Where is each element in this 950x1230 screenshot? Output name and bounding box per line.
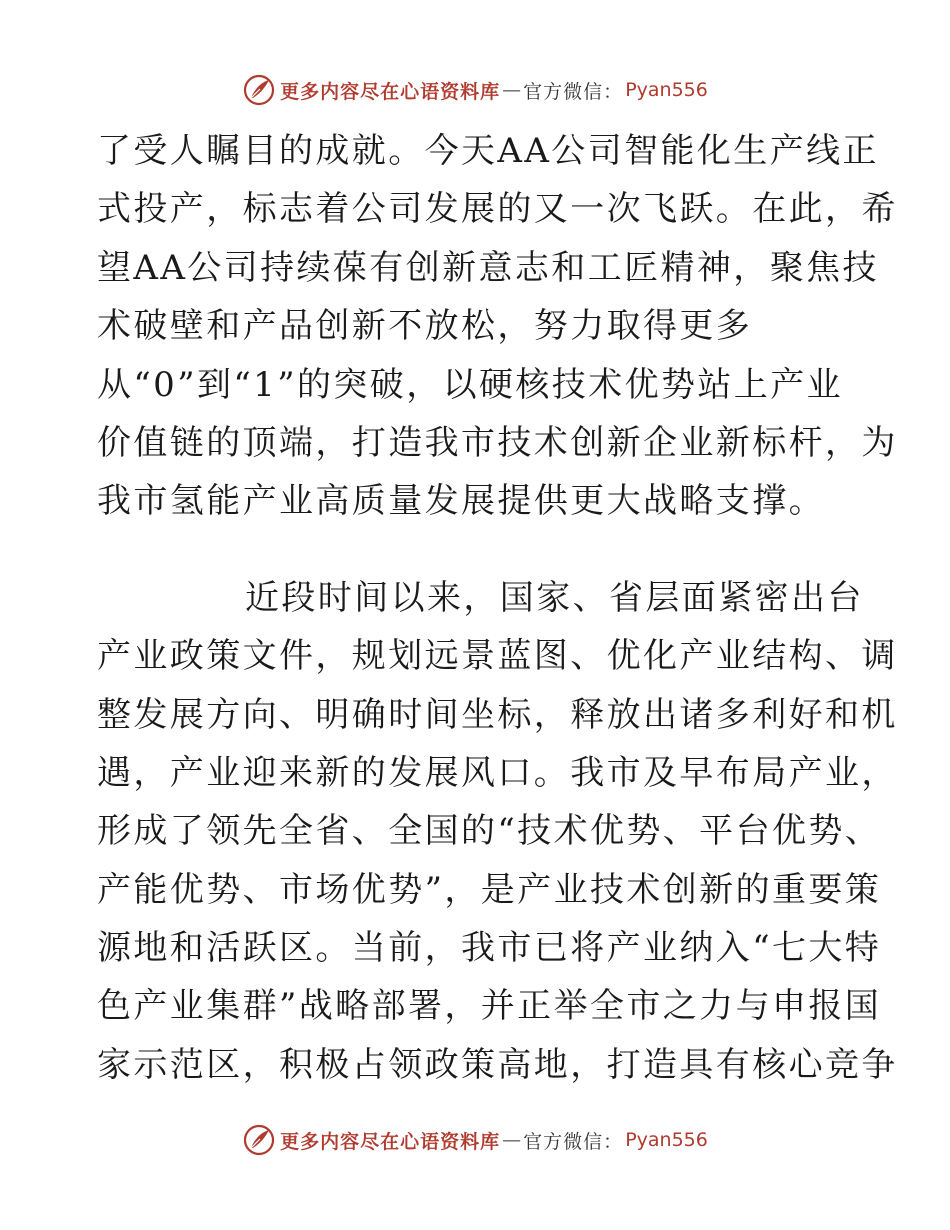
paragraph-line: 源地和活跃区。当前，我市已将产业纳入“七大特 <box>97 928 882 969</box>
paragraph-line: 产业政策文件，规划远景蓝图、优化产业结构、调 <box>97 636 898 677</box>
header-watermark-banner <box>0 70 950 110</box>
site-name: 更多内容尽在心语资料库 <box>280 80 501 103</box>
site-name: 更多内容尽在心语资料库 <box>280 1130 501 1153</box>
paragraph-spacer <box>97 531 857 569</box>
feather-pen-logo-icon <box>242 73 276 107</box>
paragraph-line: 术破壁和产品创新不放松，努力取得更多 <box>97 306 753 347</box>
paragraph-line: 形成了领先全省、全国的“技术优势、平台优势、 <box>97 811 882 852</box>
paragraph-line: 色产业集群”战略部署，并正举全市之力与申报国 <box>97 986 882 1027</box>
banner-separator: — <box>502 1129 522 1151</box>
wechat-label: 官方微信： <box>523 1130 624 1153</box>
paragraph-line: 我市氢能产业高质量发展提供更大战略支撑。 <box>97 481 825 522</box>
paragraph-line: 从“0”到“1”的突破，以硬核技术优势站上产业 <box>97 364 843 405</box>
banner-separator: — <box>502 79 522 101</box>
document-body <box>97 122 898 1094</box>
paragraph-line: 近段时间以来，国家、省层面紧密出台 <box>245 577 864 618</box>
wechat-label: 官方微信： <box>523 80 624 103</box>
wechat-id: Pyan556 <box>625 1129 708 1151</box>
feather-pen-logo-icon <box>242 1123 276 1157</box>
paragraph-line: 产能优势、市场优势”，是产业技术创新的重要策 <box>97 869 882 910</box>
paragraph-line: 整发展方向、明确时间坐标，释放出诸多利好和机 <box>97 694 898 735</box>
footer-watermark-banner <box>0 1120 950 1160</box>
paragraph-line: 家示范区，积极占领政策高地，打造具有核心竞争 <box>97 1044 898 1085</box>
paragraph-line: 了受人瞩目的成就。今天AA公司智能化生产线正 <box>97 131 879 171</box>
paragraph-line: 价值链的顶端，打造我市技术创新企业新标杆，为 <box>97 422 898 463</box>
paragraph-line: 式投产，标志着公司发展的又一次飞跃。在此，希 <box>97 189 898 230</box>
wechat-id: Pyan556 <box>625 79 708 101</box>
paragraph-line: 望AA公司持续葆有创新意志和工匠精神，聚焦技 <box>97 247 879 288</box>
paragraph-line: 遇，产业迎来新的发展风口。我市及早布局产业， <box>97 752 898 793</box>
